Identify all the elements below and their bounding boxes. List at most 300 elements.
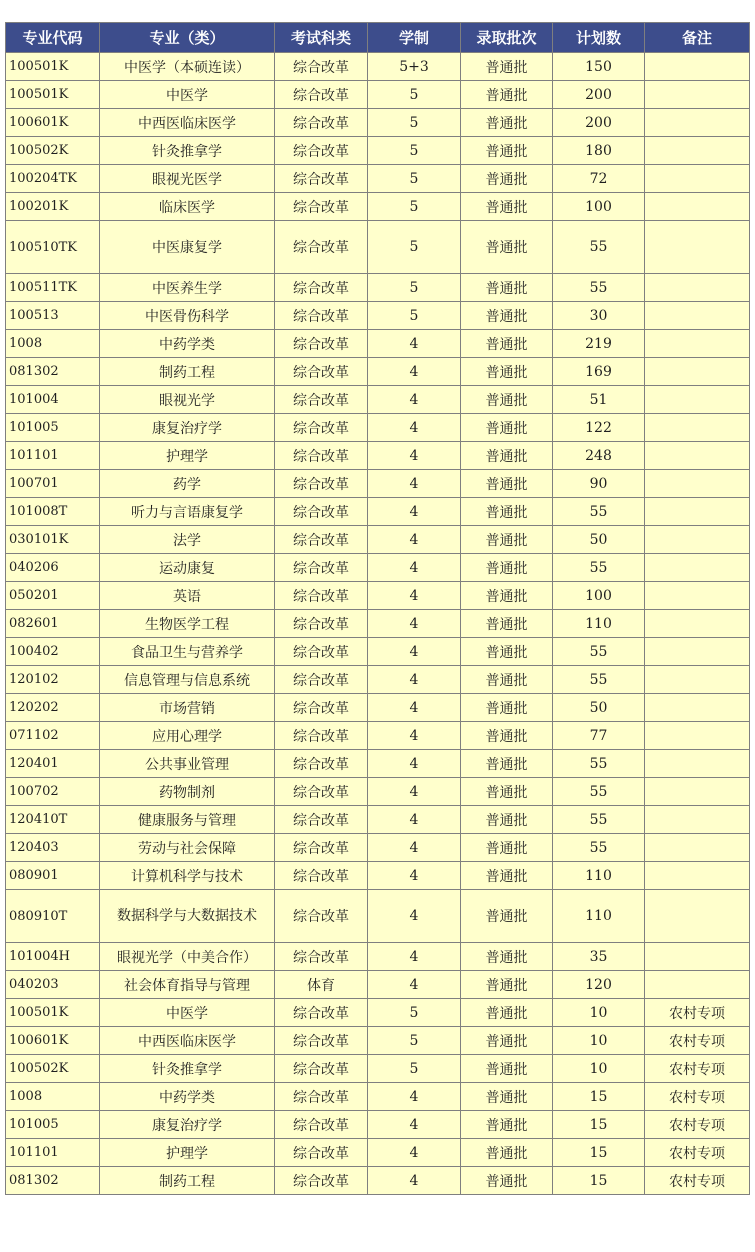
cell-major-code: 1008 xyxy=(6,1083,100,1111)
cell-plan-count: 35 xyxy=(553,943,645,971)
cell-duration: 5 xyxy=(368,1055,461,1083)
cell-remarks xyxy=(645,330,750,358)
cell-major-code: 101004 xyxy=(6,386,100,414)
cell-exam-category: 综合改革 xyxy=(275,81,368,109)
cell-major-code: 100501K xyxy=(6,53,100,81)
cell-admission-batch: 普通批 xyxy=(461,53,553,81)
cell-major-code: 100702 xyxy=(6,778,100,806)
table-row xyxy=(6,750,750,778)
header-admission-batch: 录取批次 xyxy=(461,23,553,53)
table-row xyxy=(6,137,750,165)
cell-exam-category: 综合改革 xyxy=(275,109,368,137)
cell-remarks: 农村专项 xyxy=(645,1055,750,1083)
cell-exam-category: 综合改革 xyxy=(275,666,368,694)
table-row xyxy=(6,53,750,81)
cell-plan-count: 55 xyxy=(553,666,645,694)
cell-duration: 4 xyxy=(368,750,461,778)
cell-plan-count: 55 xyxy=(553,498,645,526)
cell-remarks xyxy=(645,582,750,610)
cell-major-name: 应用心理学 xyxy=(100,722,275,750)
table-row xyxy=(6,1055,750,1083)
cell-exam-category: 综合改革 xyxy=(275,274,368,302)
cell-major-name: 中药学类 xyxy=(100,330,275,358)
cell-plan-count: 15 xyxy=(553,1139,645,1167)
cell-duration: 4 xyxy=(368,554,461,582)
cell-major-name: 临床医学 xyxy=(100,193,275,221)
cell-major-name: 制药工程 xyxy=(100,358,275,386)
cell-duration: 4 xyxy=(368,1167,461,1195)
table-body xyxy=(6,53,750,1195)
header-plan-count: 计划数 xyxy=(553,23,645,53)
cell-plan-count: 55 xyxy=(553,554,645,582)
cell-duration: 4 xyxy=(368,778,461,806)
cell-remarks xyxy=(645,302,750,330)
cell-remarks xyxy=(645,470,750,498)
cell-admission-batch: 普通批 xyxy=(461,498,553,526)
cell-plan-count: 10 xyxy=(553,999,645,1027)
cell-remarks xyxy=(645,81,750,109)
table-row xyxy=(6,638,750,666)
table-row xyxy=(6,1139,750,1167)
table-row xyxy=(6,834,750,862)
cell-major-code: 100701 xyxy=(6,470,100,498)
cell-major-code: 120401 xyxy=(6,750,100,778)
cell-admission-batch: 普通批 xyxy=(461,274,553,302)
cell-major-name: 食品卫生与营养学 xyxy=(100,638,275,666)
cell-exam-category: 综合改革 xyxy=(275,414,368,442)
cell-exam-category: 综合改革 xyxy=(275,498,368,526)
cell-major-name: 中药学类 xyxy=(100,1083,275,1111)
cell-major-code: 101005 xyxy=(6,1111,100,1139)
cell-admission-batch: 普通批 xyxy=(461,330,553,358)
cell-duration: 4 xyxy=(368,862,461,890)
cell-plan-count: 77 xyxy=(553,722,645,750)
cell-plan-count: 150 xyxy=(553,53,645,81)
cell-major-name: 针灸推拿学 xyxy=(100,137,275,165)
cell-exam-category: 综合改革 xyxy=(275,165,368,193)
cell-plan-count: 55 xyxy=(553,806,645,834)
cell-exam-category: 综合改革 xyxy=(275,1139,368,1167)
cell-major-code: 120202 xyxy=(6,694,100,722)
admission-plan-table xyxy=(5,22,750,1195)
cell-duration: 5 xyxy=(368,193,461,221)
cell-major-code: 040206 xyxy=(6,554,100,582)
cell-plan-count: 100 xyxy=(553,193,645,221)
cell-remarks xyxy=(645,638,750,666)
cell-remarks xyxy=(645,274,750,302)
cell-duration: 5 xyxy=(368,1027,461,1055)
cell-major-code: 100513 xyxy=(6,302,100,330)
cell-major-name: 康复治疗学 xyxy=(100,414,275,442)
cell-major-name: 中医康复学 xyxy=(100,221,275,274)
cell-plan-count: 30 xyxy=(553,302,645,330)
cell-admission-batch: 普通批 xyxy=(461,137,553,165)
cell-duration: 4 xyxy=(368,386,461,414)
cell-plan-count: 219 xyxy=(553,330,645,358)
cell-exam-category: 综合改革 xyxy=(275,442,368,470)
cell-duration: 5 xyxy=(368,274,461,302)
cell-plan-count: 15 xyxy=(553,1111,645,1139)
header-remarks: 备注 xyxy=(645,23,750,53)
cell-admission-batch: 普通批 xyxy=(461,862,553,890)
cell-major-name: 中医学（本硕连读） xyxy=(100,53,275,81)
cell-major-code: 1008 xyxy=(6,330,100,358)
table-row xyxy=(6,386,750,414)
cell-exam-category: 综合改革 xyxy=(275,302,368,330)
cell-duration: 4 xyxy=(368,806,461,834)
cell-major-code: 082601 xyxy=(6,610,100,638)
cell-plan-count: 15 xyxy=(553,1083,645,1111)
cell-plan-count: 55 xyxy=(553,221,645,274)
cell-major-code: 101101 xyxy=(6,442,100,470)
cell-major-code: 071102 xyxy=(6,722,100,750)
cell-major-name: 中医养生学 xyxy=(100,274,275,302)
cell-remarks xyxy=(645,750,750,778)
cell-exam-category: 综合改革 xyxy=(275,582,368,610)
cell-exam-category: 综合改革 xyxy=(275,470,368,498)
cell-admission-batch: 普通批 xyxy=(461,221,553,274)
cell-admission-batch: 普通批 xyxy=(461,999,553,1027)
cell-duration: 4 xyxy=(368,694,461,722)
cell-duration: 5 xyxy=(368,109,461,137)
table-row xyxy=(6,442,750,470)
cell-admission-batch: 普通批 xyxy=(461,165,553,193)
header-major-name: 专业（类） xyxy=(100,23,275,53)
cell-major-name: 眼视光学（中美合作） xyxy=(100,943,275,971)
cell-duration: 4 xyxy=(368,1083,461,1111)
table-row xyxy=(6,610,750,638)
cell-major-name: 中西医临床医学 xyxy=(100,1027,275,1055)
cell-admission-batch: 普通批 xyxy=(461,582,553,610)
header-duration: 学制 xyxy=(368,23,461,53)
cell-plan-count: 72 xyxy=(553,165,645,193)
cell-major-code: 100601K xyxy=(6,1027,100,1055)
cell-major-code: 081302 xyxy=(6,358,100,386)
cell-plan-count: 110 xyxy=(553,862,645,890)
cell-exam-category: 综合改革 xyxy=(275,1111,368,1139)
cell-admission-batch: 普通批 xyxy=(461,1055,553,1083)
cell-major-name: 药学 xyxy=(100,470,275,498)
cell-duration: 5 xyxy=(368,165,461,193)
table-row xyxy=(6,274,750,302)
cell-major-name: 针灸推拿学 xyxy=(100,1055,275,1083)
cell-major-name: 健康服务与管理 xyxy=(100,806,275,834)
table-row xyxy=(6,1167,750,1195)
cell-major-code: 100511TK xyxy=(6,274,100,302)
cell-exam-category: 综合改革 xyxy=(275,330,368,358)
table-row xyxy=(6,890,750,943)
cell-exam-category: 综合改革 xyxy=(275,137,368,165)
cell-duration: 4 xyxy=(368,971,461,999)
cell-admission-batch: 普通批 xyxy=(461,1139,553,1167)
cell-admission-batch: 普通批 xyxy=(461,834,553,862)
cell-major-name: 康复治疗学 xyxy=(100,1111,275,1139)
cell-plan-count: 55 xyxy=(553,274,645,302)
cell-plan-count: 110 xyxy=(553,610,645,638)
cell-exam-category: 综合改革 xyxy=(275,778,368,806)
cell-duration: 5 xyxy=(368,137,461,165)
cell-plan-count: 50 xyxy=(553,526,645,554)
cell-major-code: 100402 xyxy=(6,638,100,666)
cell-admission-batch: 普通批 xyxy=(461,554,553,582)
cell-plan-count: 55 xyxy=(553,834,645,862)
admission-plan-table-container xyxy=(5,22,749,1195)
table-row xyxy=(6,221,750,274)
cell-remarks: 农村专项 xyxy=(645,1111,750,1139)
cell-major-name: 劳动与社会保障 xyxy=(100,834,275,862)
table-row xyxy=(6,666,750,694)
cell-remarks xyxy=(645,442,750,470)
cell-major-code: 040203 xyxy=(6,971,100,999)
cell-plan-count: 200 xyxy=(553,81,645,109)
cell-duration: 5 xyxy=(368,999,461,1027)
cell-remarks xyxy=(645,414,750,442)
cell-remarks xyxy=(645,137,750,165)
cell-duration: 5 xyxy=(368,302,461,330)
cell-major-code: 081302 xyxy=(6,1167,100,1195)
cell-major-code: 100502K xyxy=(6,1055,100,1083)
cell-plan-count: 120 xyxy=(553,971,645,999)
cell-duration: 4 xyxy=(368,638,461,666)
cell-duration: 4 xyxy=(368,1139,461,1167)
cell-admission-batch: 普通批 xyxy=(461,1111,553,1139)
cell-admission-batch: 普通批 xyxy=(461,386,553,414)
cell-major-name: 中医骨伤科学 xyxy=(100,302,275,330)
cell-remarks xyxy=(645,694,750,722)
cell-admission-batch: 普通批 xyxy=(461,750,553,778)
cell-exam-category: 综合改革 xyxy=(275,358,368,386)
cell-duration: 4 xyxy=(368,1111,461,1139)
table-row xyxy=(6,414,750,442)
cell-exam-category: 综合改革 xyxy=(275,1083,368,1111)
cell-plan-count: 55 xyxy=(553,638,645,666)
table-row xyxy=(6,302,750,330)
cell-duration: 4 xyxy=(368,358,461,386)
cell-major-name: 中西医临床医学 xyxy=(100,109,275,137)
cell-plan-count: 15 xyxy=(553,1167,645,1195)
cell-duration: 5+3 xyxy=(368,53,461,81)
cell-major-code: 100510TK xyxy=(6,221,100,274)
cell-major-code: 101005 xyxy=(6,414,100,442)
cell-exam-category: 综合改革 xyxy=(275,943,368,971)
cell-plan-count: 90 xyxy=(553,470,645,498)
cell-exam-category: 综合改革 xyxy=(275,53,368,81)
cell-plan-count: 55 xyxy=(553,778,645,806)
table-row xyxy=(6,1111,750,1139)
cell-major-code: 100204TK xyxy=(6,165,100,193)
cell-remarks xyxy=(645,890,750,943)
cell-duration: 4 xyxy=(368,666,461,694)
cell-major-code: 100501K xyxy=(6,999,100,1027)
cell-major-name: 公共事业管理 xyxy=(100,750,275,778)
cell-remarks xyxy=(645,193,750,221)
cell-major-name: 市场营销 xyxy=(100,694,275,722)
cell-duration: 4 xyxy=(368,582,461,610)
cell-plan-count: 110 xyxy=(553,890,645,943)
cell-major-name: 法学 xyxy=(100,526,275,554)
table-row xyxy=(6,498,750,526)
cell-duration: 5 xyxy=(368,81,461,109)
cell-remarks xyxy=(645,806,750,834)
table-row xyxy=(6,193,750,221)
cell-admission-batch: 普通批 xyxy=(461,971,553,999)
cell-admission-batch: 普通批 xyxy=(461,806,553,834)
cell-exam-category: 综合改革 xyxy=(275,193,368,221)
header-exam-category: 考试科类 xyxy=(275,23,368,53)
cell-exam-category: 综合改革 xyxy=(275,890,368,943)
cell-admission-batch: 普通批 xyxy=(461,526,553,554)
cell-remarks xyxy=(645,526,750,554)
table-row xyxy=(6,526,750,554)
cell-admission-batch: 普通批 xyxy=(461,193,553,221)
table-row xyxy=(6,330,750,358)
cell-exam-category: 综合改革 xyxy=(275,999,368,1027)
cell-major-name: 护理学 xyxy=(100,442,275,470)
cell-exam-category: 综合改革 xyxy=(275,750,368,778)
cell-duration: 4 xyxy=(368,498,461,526)
cell-remarks xyxy=(645,358,750,386)
cell-major-code: 100601K xyxy=(6,109,100,137)
cell-admission-batch: 普通批 xyxy=(461,638,553,666)
cell-major-code: 050201 xyxy=(6,582,100,610)
cell-remarks xyxy=(645,971,750,999)
cell-remarks xyxy=(645,666,750,694)
cell-remarks: 农村专项 xyxy=(645,999,750,1027)
cell-duration: 4 xyxy=(368,414,461,442)
table-row xyxy=(6,806,750,834)
table-row xyxy=(6,470,750,498)
cell-remarks xyxy=(645,221,750,274)
table-row xyxy=(6,109,750,137)
cell-plan-count: 50 xyxy=(553,694,645,722)
cell-admission-batch: 普通批 xyxy=(461,470,553,498)
cell-major-name: 生物医学工程 xyxy=(100,610,275,638)
cell-plan-count: 100 xyxy=(553,582,645,610)
cell-plan-count: 248 xyxy=(553,442,645,470)
cell-duration: 4 xyxy=(368,470,461,498)
cell-major-code: 101101 xyxy=(6,1139,100,1167)
table-row xyxy=(6,943,750,971)
table-row xyxy=(6,694,750,722)
cell-admission-batch: 普通批 xyxy=(461,442,553,470)
cell-exam-category: 综合改革 xyxy=(275,610,368,638)
cell-major-name: 信息管理与信息系统 xyxy=(100,666,275,694)
cell-duration: 4 xyxy=(368,330,461,358)
cell-admission-batch: 普通批 xyxy=(461,358,553,386)
cell-duration: 4 xyxy=(368,442,461,470)
table-row xyxy=(6,722,750,750)
cell-exam-category: 综合改革 xyxy=(275,221,368,274)
cell-remarks xyxy=(645,862,750,890)
cell-admission-batch: 普通批 xyxy=(461,890,553,943)
cell-remarks xyxy=(645,943,750,971)
cell-major-name: 运动康复 xyxy=(100,554,275,582)
cell-admission-batch: 普通批 xyxy=(461,778,553,806)
table-header-row xyxy=(6,23,750,53)
cell-admission-batch: 普通批 xyxy=(461,414,553,442)
table-row xyxy=(6,165,750,193)
cell-remarks xyxy=(645,834,750,862)
cell-remarks xyxy=(645,610,750,638)
header-major-code: 专业代码 xyxy=(6,23,100,53)
table-row xyxy=(6,1083,750,1111)
cell-exam-category: 综合改革 xyxy=(275,554,368,582)
cell-exam-category: 综合改革 xyxy=(275,1055,368,1083)
cell-admission-batch: 普通批 xyxy=(461,1167,553,1195)
table-row xyxy=(6,81,750,109)
cell-exam-category: 综合改革 xyxy=(275,1167,368,1195)
cell-major-code: 100501K xyxy=(6,81,100,109)
cell-exam-category: 综合改革 xyxy=(275,862,368,890)
cell-plan-count: 51 xyxy=(553,386,645,414)
cell-major-code: 101004H xyxy=(6,943,100,971)
cell-plan-count: 122 xyxy=(553,414,645,442)
cell-remarks xyxy=(645,722,750,750)
cell-remarks xyxy=(645,53,750,81)
cell-duration: 4 xyxy=(368,526,461,554)
cell-admission-batch: 普通批 xyxy=(461,109,553,137)
cell-remarks xyxy=(645,554,750,582)
cell-duration: 5 xyxy=(368,221,461,274)
cell-duration: 4 xyxy=(368,943,461,971)
cell-admission-batch: 普通批 xyxy=(461,610,553,638)
cell-major-name: 计算机科学与技术 xyxy=(100,862,275,890)
table-row xyxy=(6,554,750,582)
cell-plan-count: 180 xyxy=(553,137,645,165)
cell-plan-count: 200 xyxy=(553,109,645,137)
cell-exam-category: 综合改革 xyxy=(275,694,368,722)
cell-major-name: 中医学 xyxy=(100,81,275,109)
cell-admission-batch: 普通批 xyxy=(461,666,553,694)
cell-exam-category: 综合改革 xyxy=(275,722,368,750)
cell-major-code: 030101K xyxy=(6,526,100,554)
cell-remarks: 农村专项 xyxy=(645,1083,750,1111)
cell-admission-batch: 普通批 xyxy=(461,943,553,971)
cell-remarks xyxy=(645,109,750,137)
cell-major-code: 101008T xyxy=(6,498,100,526)
cell-major-code: 120410T xyxy=(6,806,100,834)
cell-duration: 4 xyxy=(368,610,461,638)
cell-remarks xyxy=(645,498,750,526)
cell-admission-batch: 普通批 xyxy=(461,694,553,722)
cell-admission-batch: 普通批 xyxy=(461,722,553,750)
cell-major-name: 制药工程 xyxy=(100,1167,275,1195)
cell-major-code: 100502K xyxy=(6,137,100,165)
cell-major-code: 080901 xyxy=(6,862,100,890)
table-row xyxy=(6,778,750,806)
cell-plan-count: 10 xyxy=(553,1027,645,1055)
table-row xyxy=(6,999,750,1027)
cell-admission-batch: 普通批 xyxy=(461,1027,553,1055)
cell-exam-category: 综合改革 xyxy=(275,834,368,862)
table-row xyxy=(6,971,750,999)
cell-remarks: 农村专项 xyxy=(645,1167,750,1195)
cell-major-name: 药物制剂 xyxy=(100,778,275,806)
cell-major-name: 听力与言语康复学 xyxy=(100,498,275,526)
table-row xyxy=(6,862,750,890)
cell-exam-category: 体育 xyxy=(275,971,368,999)
table-row xyxy=(6,582,750,610)
cell-remarks xyxy=(645,386,750,414)
cell-major-code: 120102 xyxy=(6,666,100,694)
table-row xyxy=(6,358,750,386)
cell-admission-batch: 普通批 xyxy=(461,1083,553,1111)
cell-major-name: 社会体育指导与管理 xyxy=(100,971,275,999)
cell-major-name: 眼视光学 xyxy=(100,386,275,414)
cell-major-name: 英语 xyxy=(100,582,275,610)
cell-plan-count: 169 xyxy=(553,358,645,386)
cell-duration: 4 xyxy=(368,722,461,750)
